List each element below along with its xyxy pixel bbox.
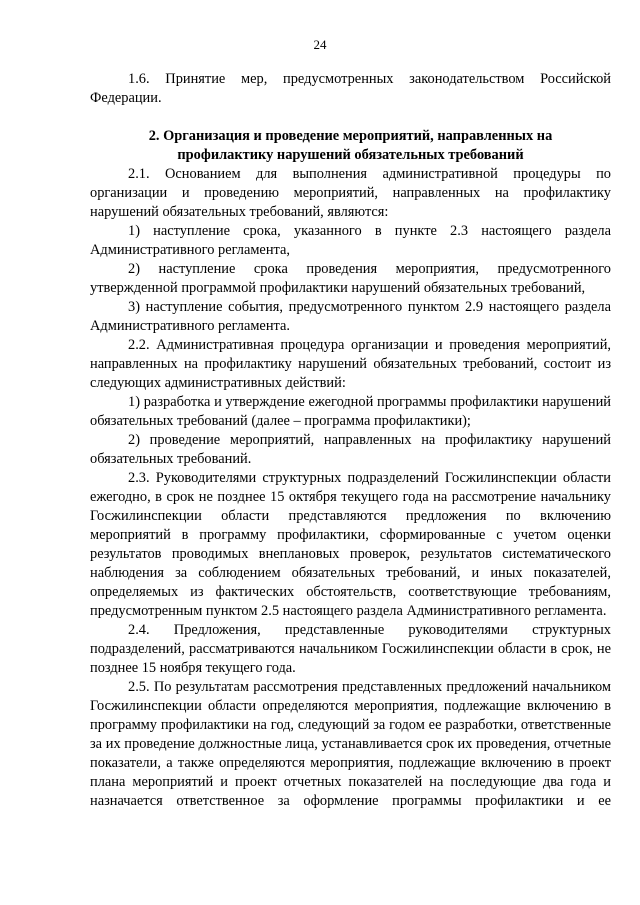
paragraph-2-5: 2.5. По результатам рассмотрения представленных предложений начальником Госжилинспекции области определяются мероприятия, подлежащие включению в программу профилактики на год, следующий за годом ее разработки, ответственные за их проведение должностные лица, устанавливается срок их проведения, отчетные показатели, а также определяются мероприятия, подлежащие включению в проект плана мероприятий и проект отчетных показателей на последующие два года и назначается ответственное за оформление программы профилактики и ее xyxy=(90,679,611,809)
list-item-2-1-3: 3) наступление события, предусмотренного пунктом 2.9 настоящего раздела Административного регламента. xyxy=(90,299,611,334)
paragraph-2-1: 2.1. Основанием для выполнения административной процедуры по организации и проведению мероприятий, направленных на профилактику нарушений обязательных требований, являются: xyxy=(90,166,611,220)
paragraph-2-4: 2.4. Предложения, представленные руководителями структурных подразделений, рассматриваются начальником Госжилинспекции области в срок, не позднее 15 ноября текущего года. xyxy=(90,622,611,676)
section-heading xyxy=(90,127,611,165)
page-number: 24 xyxy=(313,37,327,52)
paragraph-2-2: 2.2. Административная процедура организации и проведения мероприятий, направленных на профилактику нарушений обязательных требований, состоит из следующих административных действий: xyxy=(90,337,611,391)
paragraph-2-3: 2.3. Руководителями структурных подразделений Госжилинспекции области ежегодно, в срок не позднее 15 октября текущего года на рассмотрение начальнику Госжилинспекции области представляются предложения по включению мероприятий в программу профилактики, сформированные с учетом оценки результатов проводимых внеплановых проверок, результатов систематического наблюдения за соблюдением обязательных требований, и иных показателей, определяемых из фактических обстоятельств, соответствующие требованиям, предусмотренным пунктом 2.5 настоящего раздела Административного регламента. xyxy=(90,470,611,619)
list-item-2-1-2: 2) наступление срока проведения мероприятия, предусмотренного утвержденной программой профилактики нарушений обязательных требований, xyxy=(90,261,611,296)
list-item-2-1-1: 1) наступление срока, указанного в пункте 2.3 настоящего раздела Административного регламента, xyxy=(90,223,611,258)
section-heading-line-1: 2. Организация и проведение мероприятий, направленных на xyxy=(148,128,553,144)
paragraph-1-6: 1.6. Принятие мер, предусмотренных законодательством Российской Федерации. xyxy=(90,71,611,106)
list-item-2-2-2: 2) проведение мероприятий, направленных на профилактику нарушений обязательных требований. xyxy=(90,432,611,467)
list-item-2-2-1: 1) разработка и утверждение ежегодной программы профилактики нарушений обязательных требований (далее – программа профилактики); xyxy=(90,394,611,429)
document-body xyxy=(90,70,611,811)
section-heading-line-2: профилактику нарушений обязательных требований xyxy=(177,147,524,163)
